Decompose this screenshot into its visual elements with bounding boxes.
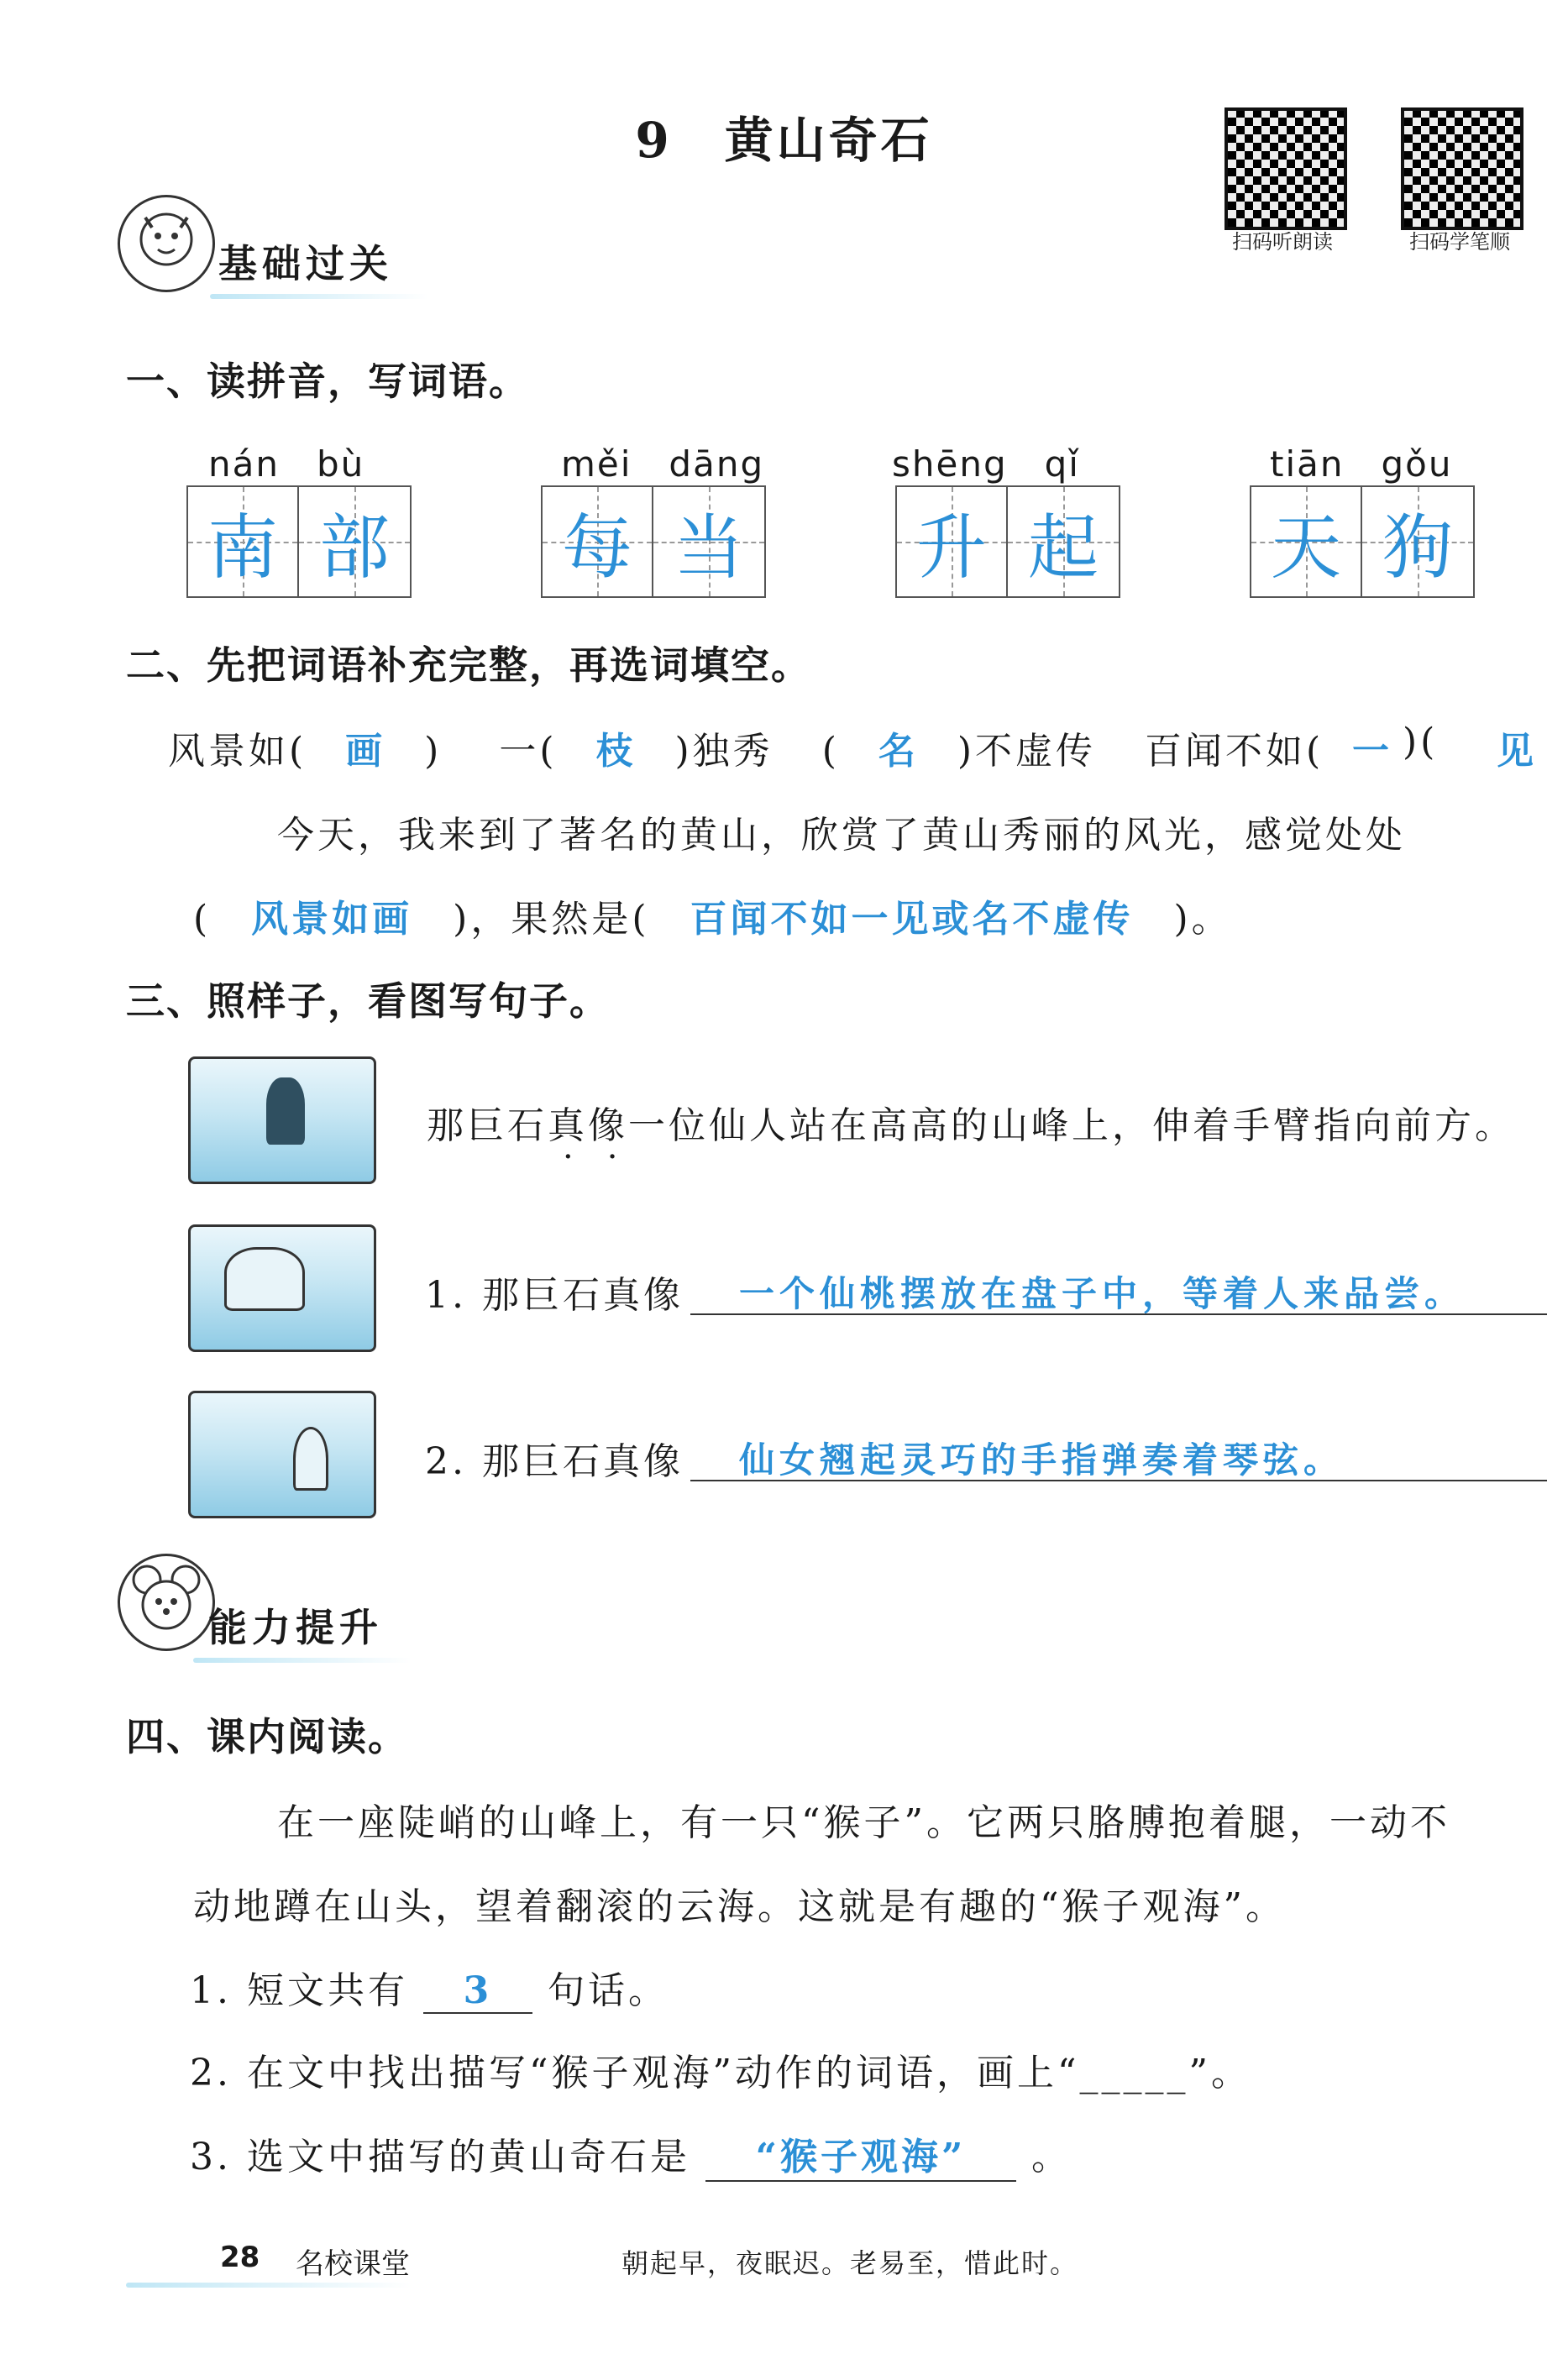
q2-word-3-post: )不虚传	[957, 730, 1097, 773]
q3-item1-answer: 一个仙桃摆放在盘子中，等着人来品尝。	[739, 1273, 1466, 1314]
q2-heading: 二、先把词语补充完整，再选词填空。	[126, 642, 811, 688]
q2-word-1-pre: 风景如(	[168, 730, 307, 773]
q1-pinyin-1: nán bù	[208, 443, 365, 485]
q4-sub3-tail: 。	[1030, 2136, 1072, 2178]
q2-sentence-line1: 今天，我来到了著名的黄山，欣赏了黄山秀丽的风光，感觉处处	[277, 814, 1406, 857]
q1-grid-4	[1250, 485, 1475, 598]
q4-sub1-answer: 3	[423, 1969, 532, 2014]
q2-word-4-paren: )(	[1403, 721, 1439, 763]
q3-item2-label: 2. 那巨石真像	[425, 1440, 684, 1483]
q2-blank1-close: )，果然是(	[453, 898, 650, 941]
qr-caption-stroke: 扫码学笔顺	[1409, 230, 1510, 254]
q2-blank1-open: (	[193, 898, 212, 941]
qr-code-stroke[interactable]	[1401, 107, 1523, 230]
q4-passage-line1: 在一座陡峭的山峰上，有一只“猴子”。它两只胳膊抱着腿，一动不	[277, 1801, 1450, 1844]
q4-sub1-tail: 句话。	[547, 1969, 669, 2012]
q2-word-4-pre: 百闻不如(	[1145, 730, 1324, 773]
char-cell: 南	[188, 487, 299, 596]
q1-heading: 一、读拼音，写词语。	[126, 359, 529, 404]
char-cell: 狗	[1362, 487, 1473, 596]
q2-word-2-post: )独秀	[674, 730, 774, 773]
banner-wave-decoration	[210, 294, 428, 299]
q2-word-4-answer-2: 见	[1497, 730, 1537, 773]
q4-sub2: 2. 在文中找出描写“猴子观海”动作的词语，画上“_____”。	[190, 2052, 1251, 2094]
q1-pinyin-2: měi dāng	[561, 443, 765, 485]
example-rock-picture	[188, 1056, 376, 1184]
char-cell: 升	[897, 487, 1008, 596]
q2-word-2-pre: 一(	[499, 730, 558, 773]
page-title: 9 黄山奇石	[635, 112, 933, 169]
q2-word-row	[168, 721, 1324, 774]
fairy-rock-picture	[188, 1391, 376, 1518]
char-cell: 部	[299, 487, 410, 596]
q4-sub1	[190, 1960, 669, 2014]
q1-grid-1	[186, 485, 412, 598]
q2-word-4-answer-1: 一	[1352, 730, 1392, 773]
q1-pinyin-4: tiān gǒu	[1270, 443, 1453, 485]
q1-grid-3	[895, 485, 1120, 598]
q3-item2-answer: 仙女翘起灵巧的手指弹奏着琴弦。	[739, 1439, 1345, 1481]
q4-sub1-label: 1. 短文共有	[190, 1969, 408, 2012]
brand-name: 名校课堂	[296, 2247, 410, 2281]
char-cell: 天	[1251, 487, 1362, 596]
q2-blank2-close: )。	[1173, 898, 1232, 941]
banner-wave-decoration-2	[193, 1658, 412, 1663]
q2-blank1-answer: 风景如画	[251, 898, 413, 941]
q2-word-2-answer: 枝	[595, 730, 637, 773]
char-cell: 当	[653, 487, 764, 596]
footer-wave-decoration	[126, 2283, 412, 2288]
page-number: 28	[220, 2241, 260, 2274]
section-title-advanced: 能力提升	[208, 1605, 383, 1650]
qr-caption-listen: 扫码听朗读	[1232, 230, 1333, 254]
q2-word-3-answer: 名	[878, 730, 919, 773]
q2-blank2-answer: 百闻不如一见或名不虚传	[690, 898, 1134, 941]
char-cell: 每	[543, 487, 653, 596]
q4-sub3-answer: “猴子观海”	[705, 2126, 1016, 2182]
q1-grid-2	[541, 485, 766, 598]
peach-rock-picture	[188, 1224, 376, 1352]
char-cell: 起	[1008, 487, 1119, 596]
emphasis-dots: · ·	[563, 1138, 618, 1177]
q3-item1-label: 1. 那巨石真像	[425, 1274, 684, 1317]
q2-word-1-post: )	[424, 730, 443, 773]
mouse-mascot-icon	[118, 1554, 215, 1651]
q1-pinyin-3: shēng qǐ	[892, 443, 1080, 485]
goat-mascot-icon	[118, 195, 215, 292]
q3-example-sentence: 那巨石真像一位仙人站在高高的山峰上，伸着手臂指向前方。	[427, 1104, 1515, 1147]
q2-word-1-answer: 画	[345, 730, 386, 773]
q4-sub3	[190, 2126, 1072, 2182]
q4-passage-line2: 动地蹲在山头，望着翻滚的云海。这就是有趣的“猴子观海”。	[193, 1885, 1286, 1928]
q4-heading: 四、课内阅读。	[126, 1714, 408, 1759]
qr-code-listen[interactable]	[1225, 107, 1347, 230]
footer-motto: 朝起早，夜眠迟。老易至，惜此时。	[621, 2247, 1079, 2279]
q3-heading: 三、照样子，看图写句子。	[126, 978, 610, 1024]
q4-sub3-label: 3. 选文中描写的黄山奇石是	[190, 2136, 690, 2178]
q2-word-3-pre: (	[821, 730, 840, 773]
section-title-basic: 基础过关	[218, 241, 393, 286]
q2-sentence-line2	[193, 889, 1232, 942]
